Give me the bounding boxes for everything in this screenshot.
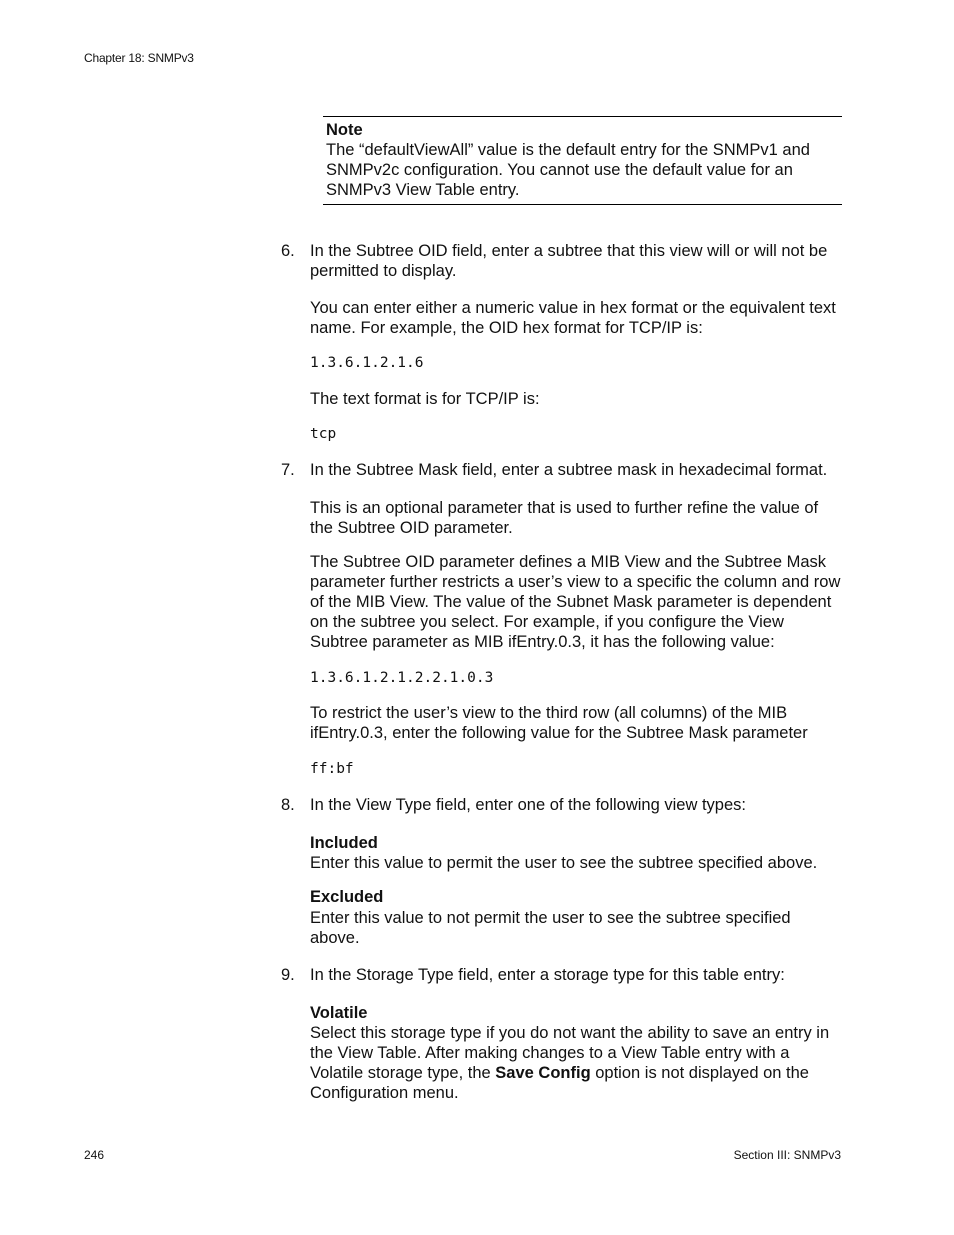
code-sample: 1.3.6.1.2.1.2.2.1.0.3: [310, 670, 494, 686]
step-number: 9.: [281, 966, 295, 984]
note-body: The “defaultViewAll” value is the default entry for the SNMPv1 and SNMPv2c configuration. You cannot use the default value for an SNMPv3 View Table entry.: [326, 141, 810, 199]
note-box: [323, 116, 842, 205]
code-sample: 1.3.6.1.2.1.6: [310, 355, 424, 371]
save-config-label: Save Config: [495, 1064, 591, 1082]
term-definition: [310, 1023, 843, 1103]
step-number: 6.: [281, 242, 295, 260]
paragraph: The Subtree OID parameter defines a MIB View and the Subtree Mask parameter further restricts a user’s view to a specific the column and row of the MIB View. The value of the Subnet Mask parameter is dependent on the subtree you select. For example, if you configure the View Subtree parameter as MIB ifEntry.0.3, it has the following value:: [310, 553, 841, 651]
term-heading: Volatile: [310, 1004, 368, 1022]
step-text: In the Storage Type field, enter a storage type for this table entry:: [310, 966, 785, 984]
term-definition: Enter this value to permit the user to see the subtree specified above.: [310, 854, 818, 872]
note-title: Note: [326, 121, 363, 139]
running-footer: Section III: SNMPv3: [733, 1148, 841, 1162]
term-heading: Excluded: [310, 888, 384, 906]
paragraph: This is an optional parameter that is used to further refine the value of the Subtree OID parameter.: [310, 499, 819, 537]
step-text: In the Subtree Mask field, enter a subtree mask in hexadecimal format.: [310, 461, 828, 479]
term-heading: Included: [310, 834, 378, 852]
definition-text: option is not displayed on the Configuration menu.: [310, 1064, 809, 1102]
step-number: 8.: [281, 796, 295, 814]
paragraph: The text format is for TCP/IP is:: [310, 390, 540, 408]
step-text: In the View Type field, enter one of the following view types:: [310, 796, 746, 814]
code-sample: tcp: [310, 426, 337, 442]
code-sample: ff:bf: [310, 761, 354, 777]
step-number: 7.: [281, 461, 295, 479]
step-text: In the Subtree OID field, enter a subtree that this view will or will not be permitted to display.: [310, 242, 828, 280]
page-number: 246: [84, 1148, 105, 1162]
term-definition: Enter this value to not permit the user to see the subtree specified above.: [310, 909, 791, 947]
paragraph: You can enter either a numeric value in hex format or the equivalent text name. For example, the OID hex format for TCP/IP is:: [310, 299, 836, 337]
running-header: Chapter 18: SNMPv3: [84, 51, 194, 65]
definition-text: Select this storage type if you do not want the ability to save an entry in the View Table. After making changes to a View Table entry with a Volatile storage type, the: [310, 1024, 830, 1082]
paragraph: To restrict the user’s view to the third row (all columns) of the MIB ifEntry.0.3, enter the following value for the Subtree Mask parameter: [310, 704, 808, 742]
